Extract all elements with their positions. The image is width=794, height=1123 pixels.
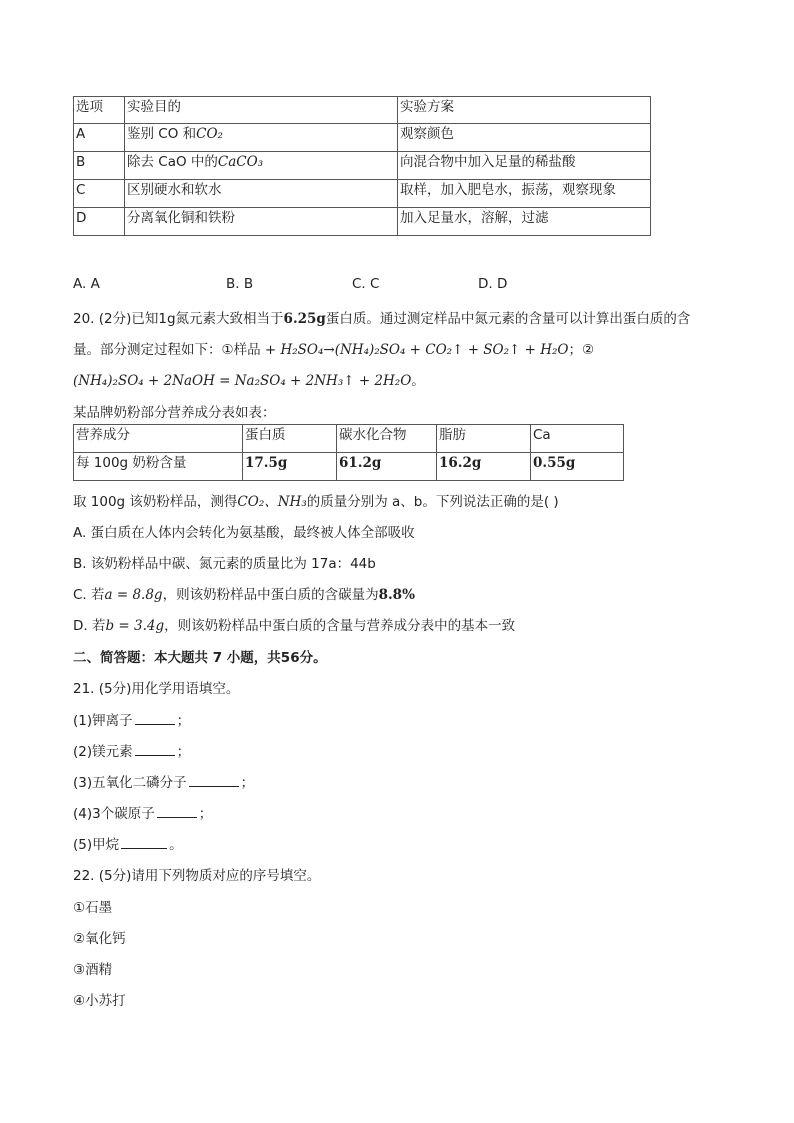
experiment-table <box>73 96 651 236</box>
table-cell: 分离氧化铜和铁粉 <box>125 208 398 236</box>
q21-item: (4)3个碳原子 ； <box>73 802 212 822</box>
table-row <box>74 208 651 236</box>
table-header-cell: 蛋白质 <box>243 425 337 453</box>
q19-option-c: C. C <box>352 276 380 292</box>
q22-item: ②氧化钙 <box>73 931 126 947</box>
table-header-cell: 实验方案 <box>398 97 651 124</box>
table-header-cell: 碳水化合物 <box>337 425 437 453</box>
answer-blank[interactable] <box>121 834 167 849</box>
table-cell: 除去 CaO 中的CaCO₃ <box>125 152 398 180</box>
table-row <box>74 124 651 152</box>
table-cell: 0.55g <box>531 453 624 481</box>
table-cell: 取样，加入肥皂水，振荡，观察现象 <box>398 180 651 208</box>
table-header-cell: 脂肪 <box>437 425 531 453</box>
q19-option-a: A. A <box>73 276 100 292</box>
q21-item: (2)镁元素 ； <box>73 740 190 760</box>
q20-option-d: D. 若b = 3.4g，则该奶粉样品中蛋白质的含量与营养成分表中的基本一致 <box>73 618 516 634</box>
table-header-row <box>74 425 624 453</box>
q22-title: 22. (5分)请用下列物质对应的序号填空。 <box>73 868 321 884</box>
q22-item: ④小苏打 <box>73 993 126 1009</box>
q20-line-1: 20. (2分)已知1g氮元素大致相当于6.25g蛋白质。通过测定样品中氮元素的含量可以计算出蛋白质的含 <box>73 311 691 327</box>
q20-option-c: C. 若a = 8.8g，则该奶粉样品中蛋白质的含碳量为8.8% <box>73 587 415 603</box>
table-header-row <box>74 97 651 124</box>
table-cell: D <box>74 208 125 236</box>
table-cell: 向混合物中加入足量的稀盐酸 <box>398 152 651 180</box>
table-cell: B <box>74 152 125 180</box>
table-cell: 观察颜色 <box>398 124 651 152</box>
table-header-cell: 选项 <box>74 97 125 124</box>
table-row <box>74 180 651 208</box>
q21-item: (3)五氧化二磷分子 ； <box>73 771 254 791</box>
table-cell: 每 100g 奶粉含量 <box>74 453 243 481</box>
q19-option-b: B. B <box>226 276 254 292</box>
table-header-cell: 营养成分 <box>74 425 243 453</box>
table-row <box>74 453 624 481</box>
table-cell: 16.2g <box>437 453 531 481</box>
q19-option-d: D. D <box>478 276 508 292</box>
q20-option-b: B. 该奶粉样品中碳、氮元素的质量比为 17a：44b <box>73 556 376 572</box>
answer-blank[interactable] <box>189 772 239 787</box>
table-header-cell: Ca <box>531 425 624 453</box>
q20-line-5: 取 100g 该奶粉样品，测得CO₂、NH₃的质量分别为 a、b。下列说法正确的是( ) <box>73 494 559 510</box>
q20-option-a: A. 蛋白质在人体内会转化为氨基酸，最终被人体全部吸收 <box>73 525 415 541</box>
q21-item: (1)钾离子 ； <box>73 709 190 729</box>
table-cell: 加入足量水，溶解，过滤 <box>398 208 651 236</box>
q20-line-2: 量。部分测定过程如下：①样品 + H₂SO₄→(NH₄)₂SO₄ + CO₂↑ + SO₂↑ + H₂O；② <box>73 342 595 358</box>
table-header-cell: 实验目的 <box>125 97 398 124</box>
q21-item: (5)甲烷 。 <box>73 833 183 853</box>
section-heading: 二、简答题：本大题共 7 小题，共56分。 <box>73 650 327 666</box>
q20-line-3: (NH₄)₂SO₄ + 2NaOH = Na₂SO₄ + 2NH₃↑ + 2H₂O。 <box>73 373 425 389</box>
q22-item: ①石墨 <box>73 900 113 916</box>
q21-title: 21. (5分)用化学用语填空。 <box>73 681 240 697</box>
table-cell: 区别硬水和软水 <box>125 180 398 208</box>
table-cell: 61.2g <box>337 453 437 481</box>
table-cell: C <box>74 180 125 208</box>
q22-item: ③酒精 <box>73 962 113 978</box>
answer-blank[interactable] <box>157 803 197 818</box>
table-cell: 鉴别 CO 和CO₂ <box>125 124 398 152</box>
nutrition-table <box>73 424 624 481</box>
table-row <box>74 152 651 180</box>
table-cell: 17.5g <box>243 453 337 481</box>
answer-blank[interactable] <box>135 710 175 725</box>
q20-line-4: 某品牌奶粉部分营养成分表如表： <box>73 405 276 421</box>
answer-blank[interactable] <box>135 741 175 756</box>
table-cell: A <box>74 124 125 152</box>
